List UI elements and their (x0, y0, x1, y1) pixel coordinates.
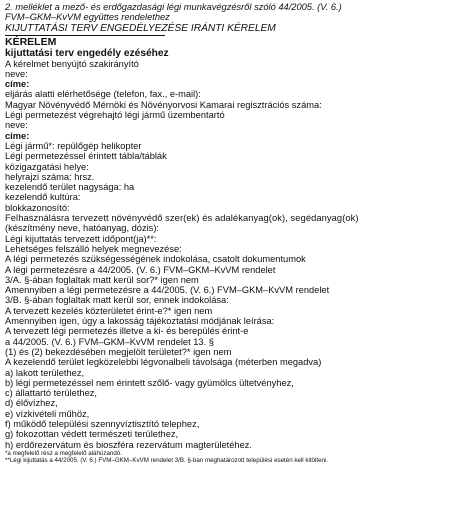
planned-products-field: Felhasználásra tervezett növényvédő szer(ek) és adalékanyag(ok), segédanyag(ok) (5, 213, 359, 224)
applicant-address-field: címe: (5, 79, 30, 90)
aircraft-type-field: Légi jármű*: repülőgép helikopter (5, 140, 142, 151)
operator-label: Légi permetezést végrehajtó légi jármű üzembentartó (5, 110, 225, 121)
distance-item-h: h) erdőrezervátum és bioszféra rezervátum magterületéhez. (5, 439, 252, 450)
distance-item-e: e) vízkivételi műhöz, (5, 408, 90, 419)
operator-name-field: neve: (5, 120, 28, 131)
distance-item-b: b) légi permetezéssel nem érintett szőlő- vagy gyümölcs ültetvényhez, (5, 377, 294, 388)
block-id-field: blokkazonosító: (5, 202, 70, 213)
applicant-contact-field: eljárás alatti elérhetősége (telefon, fax., e-mail): (5, 89, 201, 100)
applicant-name-field: neve: (5, 68, 28, 79)
parcel-number-field: helyrajzi száma: hrsz. (5, 171, 95, 182)
footnote-2: **Légi kijuttatás a 44/2005. (V. 6.) FVM–GKM–KvVM rendelet 3/B. §-ban meghatározott települési esetén kell kitölteni. (5, 456, 329, 464)
planned-date-field: Légi kijuttatás tervezett időpont(ja)**: (5, 233, 157, 244)
distance-item-c: c) állattartó területhez, (5, 388, 97, 399)
area-size-field: kezelendő terület nagysága: ha (5, 182, 135, 193)
chamber-registration-field: Magyar Növényvédő Mérnöki és Növényorvosi Kamarai regisztrációs száma: (5, 99, 322, 110)
protected-area-question-line2: a 44/2005. (V. 6.) FVM–GKM–KvVM rendelet 13. § (5, 336, 214, 347)
product-details-field: (készítmény neve, hatóanyag, dózis): (5, 223, 159, 234)
footnote-1: *a megfelelő rész a megfelelő aláhúzandó. (5, 449, 122, 457)
protected-area-question-line1: A tervezett légi permetezés illetve a ki- és berepülés érint-e (5, 326, 249, 337)
public-area-question: A tervezett kezelés közterületet érint-e?* igen nem (5, 305, 213, 316)
parcels-label: Légi permetezéssel érintett tábla/táblák (5, 151, 167, 162)
operator-address-field: címe: (5, 130, 30, 141)
regulation-question-line2: 3/A. §-ában foglaltak matt kerül sor?* igen nem (5, 274, 199, 285)
distance-item-d: d) élővízhez, (5, 398, 58, 409)
justification-field: A légi permetezés szükségességének indokolása, csatolt dokumentumok (5, 254, 306, 265)
crop-field: kezelendő kultúra: (5, 192, 81, 203)
admin-location-field: közigazgatási helye: (5, 161, 89, 172)
distance-item-a: a) lakott területhez, (5, 367, 85, 378)
regulation-justification-line2: 3/B. §-ában foglaltak matt kerül sor, ennek indokolása: (5, 295, 229, 306)
regulation-question-line1: A légi permetezésre a 44/2005. (V. 6.) FVM–GKM–KvVM rendelet (5, 264, 276, 275)
distance-item-g: g) fokozottan védett természeti területhez, (5, 429, 179, 440)
form-subtitle: kijuttatási terv engedély ezéséhez (5, 47, 169, 59)
protected-area-question-line3: (1) és (2) bekezdésében megjelölt területet?* igen nem (5, 346, 232, 357)
appendix-reference: 2. melléklet a mező- és erdőgazdasági légi munkavégzésről szóló 44/2005. (V. 6.) (5, 2, 342, 12)
distance-item-f: f) működő települési szennyvíztisztító telephez, (5, 418, 200, 429)
applicant-label: A kérelmet benyújtó szakirányító (5, 58, 139, 69)
decree-reference: FVM–GKM–KvVM együttes rendelethez (5, 12, 170, 23)
form-title: KIJUTTATÁSI TERV ENGEDÉLYEZÉSE IRÁNTI KÉRELEM (5, 22, 276, 34)
regulation-justification-line1: Amennyiben a légi permetezésre a 44/2005. (V. 6.) FVM–GKM–KvVM rendelet (5, 285, 330, 296)
kerelem-heading: KÉRELEM (5, 35, 57, 48)
takeoff-sites-field: Lehetséges felszálló helyek megnevezése: (5, 243, 182, 254)
public-info-field: Amennyiben igen, úgy a lakosság tájékoztatási módjának leírása: (5, 316, 275, 327)
distance-label: A kezelendő terület legközelebbi légvonalbeli távolsága (méterben megadva) (5, 357, 322, 368)
